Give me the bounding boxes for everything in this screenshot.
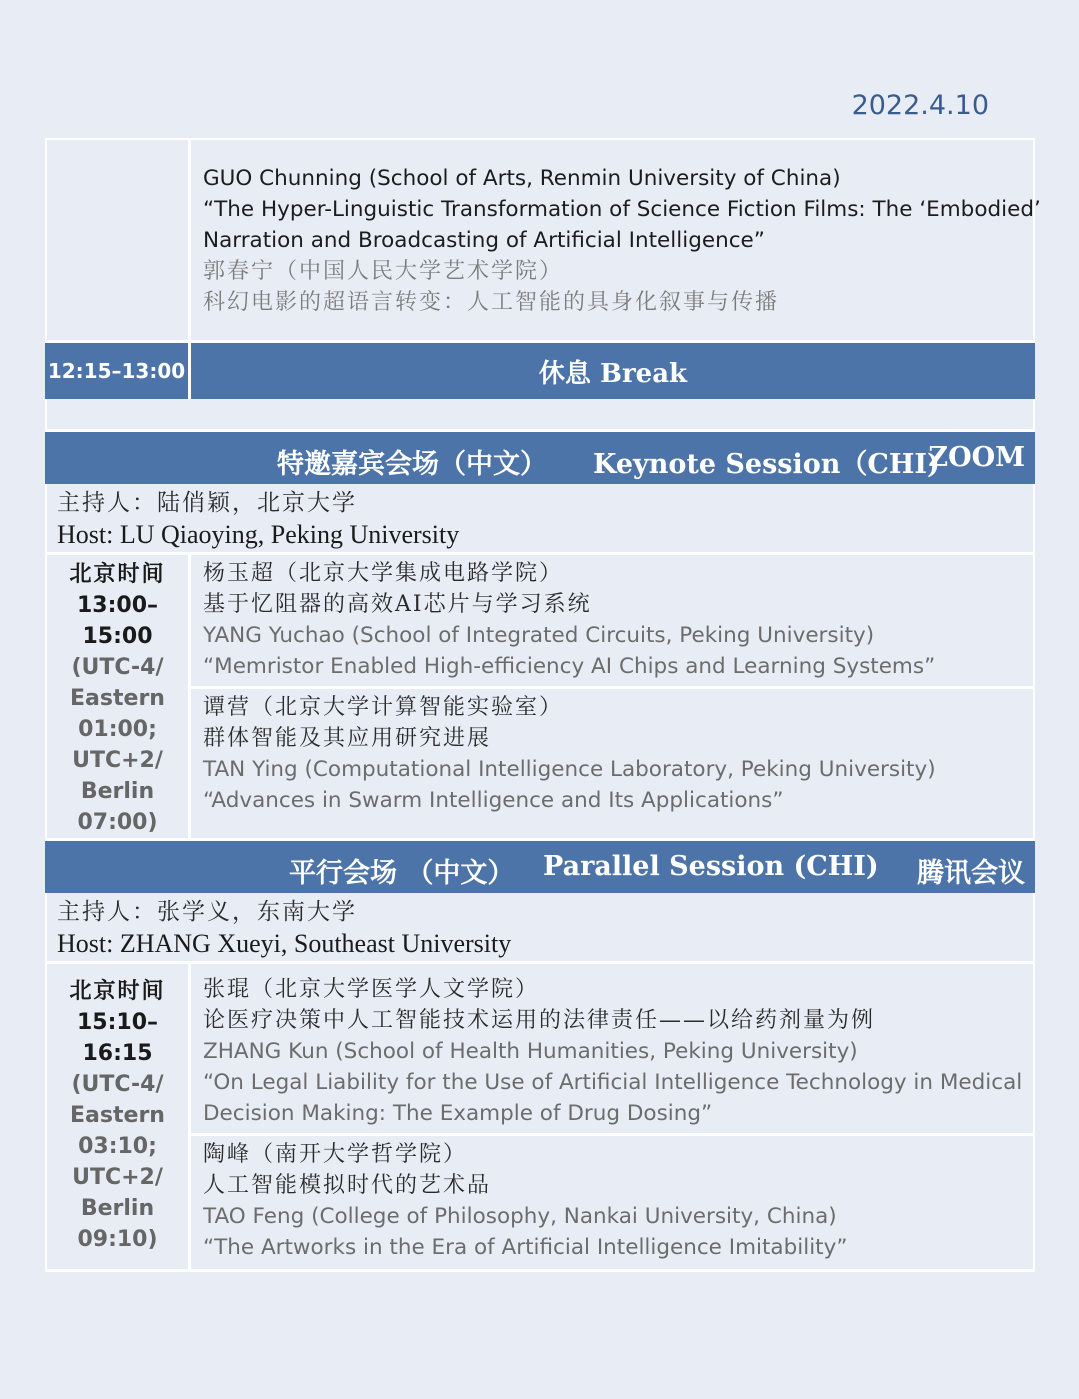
time-zone: Eastern (70, 686, 165, 711)
parallel-host (45, 893, 1035, 964)
spacer-row (45, 399, 1035, 432)
speaker-en: GUO Chunning (School of Arts, Renmin University of China) (203, 166, 841, 191)
keynote-bar-platform: ZOOM (928, 442, 1025, 473)
host-zh: 主持人：张学义，东南大学 (57, 899, 357, 925)
talk-title-en: “The Hyper-Linguistic Transformation of Science Fiction Films: The ‘Embodied’ (203, 197, 1041, 222)
keynote-time-cell (47, 555, 191, 838)
parallel-talks (191, 964, 1033, 1269)
keynote-talks-row (45, 555, 1035, 841)
time-utc: (UTC-4/ (71, 655, 164, 680)
host-en: Host: LU Qiaoying, Peking University (57, 520, 460, 549)
time-value: 09:10) (77, 1227, 158, 1252)
speaker-zh: 郭春宁（中国人民大学艺术学院） (203, 259, 564, 284)
time-zone: Berlin (80, 779, 155, 804)
time-end: 15:00 (82, 624, 153, 649)
speaker-en: TAO Feng (College of Philosophy, Nankai University, China) (203, 1204, 837, 1229)
talk-title-en: “Advances in Swarm Intelligence and Its Applications” (203, 788, 784, 813)
time-zone: Berlin (80, 1196, 155, 1221)
top-talk-row (45, 138, 1041, 343)
time-value: 03:10; (78, 1134, 157, 1159)
break-row (45, 343, 1035, 399)
talk-title-en: “The Artworks in the Era of Artificial Intelligence Imitability” (203, 1235, 848, 1260)
time-utc: UTC+2/ (72, 748, 163, 773)
time-utc: UTC+2/ (72, 1165, 163, 1190)
talk-title-zh: 群体智能及其应用研究进展 (203, 726, 492, 751)
talk-title-zh: 论医疗决策中人工智能技术运用的法律责任——以给药剂量为例 (203, 1008, 876, 1033)
speaker-zh: 陶峰（南开大学哲学院） (203, 1142, 468, 1167)
time-start: 13:00– (76, 593, 159, 618)
keynote-talks (191, 555, 1033, 838)
time-value: 01:00; (78, 717, 157, 742)
talk-item (191, 689, 1033, 826)
schedule-table (45, 138, 1041, 1272)
host-en: Host: ZHANG Xueyi, Southeast University (57, 929, 512, 958)
parallel-talks-row (45, 964, 1035, 1272)
host-zh: 主持人：陆俏颖，北京大学 (57, 490, 357, 516)
time-end: 16:15 (82, 1041, 153, 1066)
parallel-bar-platform: 腾讯会议 (917, 858, 1025, 889)
break-label: 休息 Break (191, 343, 1035, 399)
break-time: 12:15–13:00 (45, 343, 191, 399)
time-value: 07:00) (77, 810, 158, 835)
talk-title-en: Narration and Broadcasting of Artificial Intelligence” (203, 228, 765, 253)
talk-item (191, 964, 1033, 1136)
schedule-date: 2022.4.10 (851, 90, 989, 121)
talk-title-zh: 人工智能模拟时代的艺术品 (203, 1173, 492, 1198)
speaker-zh: 张琨（北京大学医学人文学院） (203, 977, 540, 1002)
speaker-en: ZHANG Kun (School of Health Humanities, Peking University) (203, 1039, 858, 1064)
speaker-en: TAN Ying (Computational Intelligence Laboratory, Peking University) (203, 757, 936, 782)
talk-item (191, 1136, 1033, 1269)
speaker-zh: 杨玉超（北京大学集成电路学院） (203, 561, 564, 586)
talk-title-zh: 基于忆阻器的高效AI芯片与学习系统 (203, 592, 592, 617)
talk-title-en: “Memristor Enabled High-efficiency AI Chips and Learning Systems” (203, 654, 936, 679)
time-zone: Eastern (70, 1103, 165, 1128)
top-talk-time-cell (47, 140, 191, 340)
speaker-zh: 谭营（北京大学计算智能实验室） (203, 695, 564, 720)
time-label-zh: 北京时间 (69, 978, 166, 1004)
speaker-en: YANG Yuchao (School of Integrated Circuits, Peking University) (203, 623, 875, 648)
parallel-bar-zh: 平行会场 （中文） (289, 858, 515, 889)
talk-title-zh: 科幻电影的超语言转变：人工智能的具身化叙事与传播 (203, 290, 780, 315)
talk-item (191, 555, 1033, 689)
parallel-session-bar (45, 841, 1035, 893)
keynote-bar-zh: 特邀嘉宾会场（中文） (277, 449, 547, 480)
keynote-session-bar (45, 432, 1035, 484)
time-start: 15:10– (76, 1010, 159, 1035)
time-utc: (UTC-4/ (71, 1072, 164, 1097)
parallel-bar-en: Parallel Session (CHI) (543, 851, 879, 882)
keynote-host (45, 484, 1035, 555)
top-talk-content (191, 140, 1041, 340)
talk-title-en: “On Legal Liability for the Use of Artificial Intelligence Technology in Medical (203, 1070, 1023, 1095)
talk-title-en: Decision Making: The Example of Drug Dosing” (203, 1101, 713, 1126)
parallel-time-cell (47, 964, 191, 1269)
time-label-zh: 北京时间 (69, 561, 166, 587)
keynote-bar-en: Keynote Session（CHI) (593, 449, 940, 480)
